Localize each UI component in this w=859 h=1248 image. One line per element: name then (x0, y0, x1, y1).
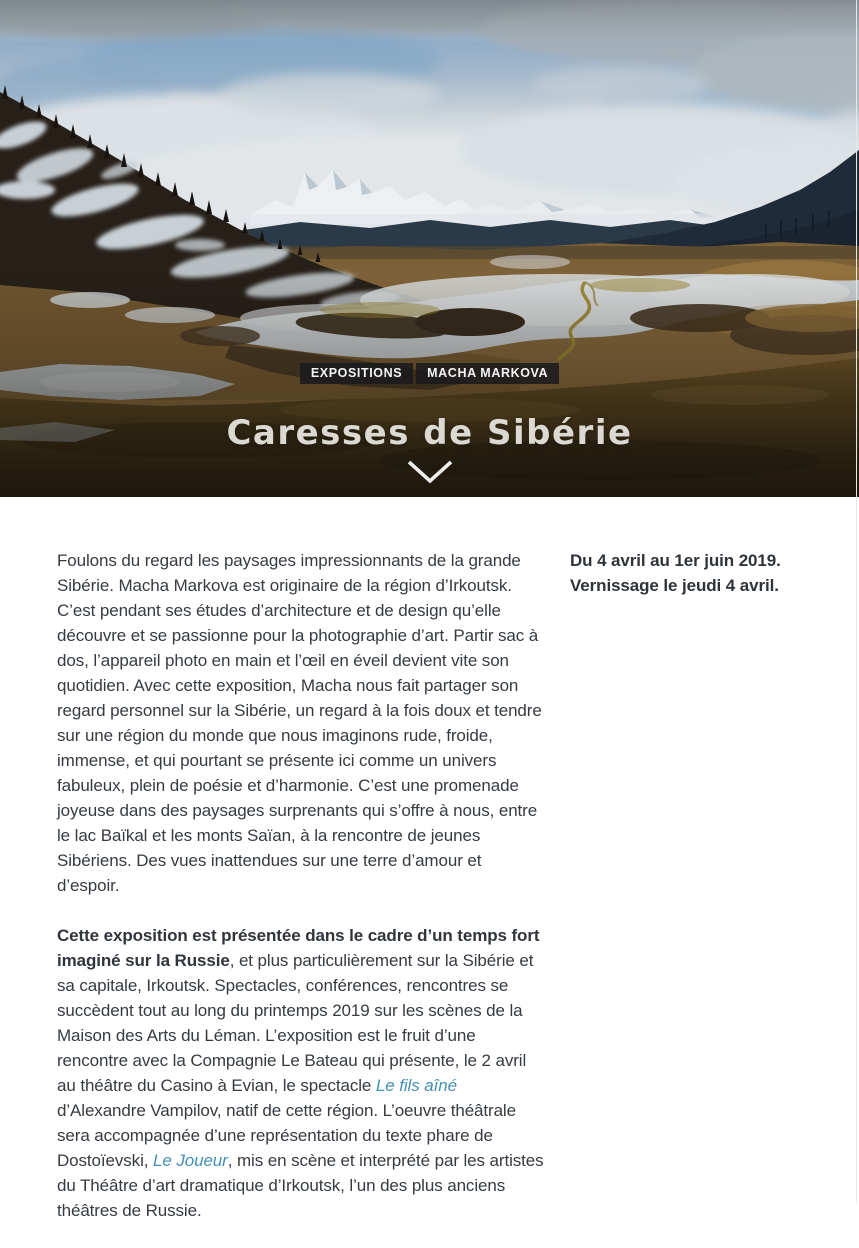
event-dates-sidebar (570, 548, 822, 1248)
breadcrumb-tag-expositions[interactable]: EXPOSITIONS (300, 363, 413, 384)
link-le-joueur[interactable]: Le Joueur (153, 1151, 228, 1170)
link-le-fils-aine[interactable]: Le fils aîné (375, 1076, 457, 1095)
chevron-down-icon (406, 458, 454, 486)
article-paragraph-2-text-2: d’Alexandre Vampilov, natif de cette région. L’oeuvre théâtrale sera accompagnée d’une représentation du texte phare de Dostoïevski, (57, 1101, 516, 1170)
scrollbar-track-edge[interactable] (856, 0, 857, 1203)
page-title: Caresses de Sibérie (226, 412, 633, 453)
content-area (0, 497, 859, 1248)
article-paragraph-2-text-1: , et plus particulièrement sur la Sibérie et sa capitale, Irkoutsk. Spectacles, conférences, rencontres se succèdent tout au long du printemps 2019 sur les scènes de la Maison des Arts du Léman. L’exposition est le fruit d’une rencontre avec la Compagnie Le Bateau qui présente, le 2 avril au théâtre du Casino à Evian, le spectacle (57, 951, 534, 1095)
article-paragraph-2-text-3: , mis en scène et interprété par les artistes du Théâtre d’art dramatique d’Irkoutsk, l’un des plus anciens théâtres de Russie. (57, 1151, 544, 1220)
article-paragraph-2-lead: Cette exposition est présentée dans le cadre d’un temps fort imaginé sur la Russie (57, 926, 540, 970)
article-body (57, 548, 544, 1248)
event-dates-range: Du 4 avril au 1er juin 2019. (570, 551, 781, 570)
hero-overlay (0, 0, 859, 497)
hero-section (0, 0, 859, 497)
scroll-down-button[interactable] (406, 458, 454, 488)
breadcrumb (0, 363, 859, 384)
event-vernissage-date: Vernissage le jeudi 4 avril. (570, 576, 779, 595)
article-paragraph-2 (57, 923, 544, 1223)
article-paragraph-1: Foulons du regard les paysages impressionnants de la grande Sibérie. Macha Markova est originaire de la région d’Irkoutsk. C’est pendant ses études d’architecture et de design qu’elle découvre et se passionne pour la photographie d’art. Partir sac à dos, l’appareil photo en main et l’œil en éveil devient vite son quotidien. Avec cette exposition, Macha nous fait partager son regard personnel sur la Sibérie, un regard à la fois doux et tendre sur une région du monde que nous imaginons rude, froide, immense, et qui pourtant se présente ici comme un univers fabuleux, plein de poésie et d’harmonie. C’est une promenade joyeuse dans des paysages surprenants qui s’offre à nous, entre le lac Baïkal et les monts Saïan, à la rencontre de jeunes Sibériens. Des vues inattendues sur une terre d’amour et d’espoir. (57, 551, 542, 895)
breadcrumb-tag-macha-markova[interactable]: MACHA MARKOVA (416, 363, 559, 384)
